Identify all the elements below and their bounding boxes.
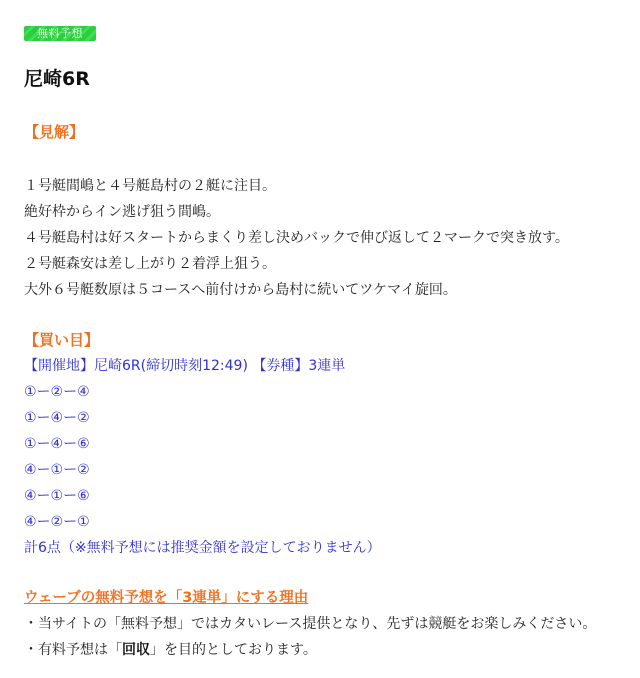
reason-line-2-strong: 回収 xyxy=(122,642,150,658)
combo-6: ④ー②ー① xyxy=(24,514,90,530)
reason-line-2-suffix: 」を目的としております。 xyxy=(150,642,317,658)
reason-heading: ウェーブの無料予想を「3連単」にする理由 xyxy=(24,590,309,606)
analysis-heading: 【見解】 xyxy=(24,123,85,141)
combo-3: ①ー④ー⑥ xyxy=(24,436,90,452)
combo-1: ①ー②ー④ xyxy=(24,384,90,400)
buy-info: 【開催地】尼崎6R(締切時刻12:49) 【券種】3連単 xyxy=(24,358,346,374)
free-prediction-badge: 無料予想 xyxy=(24,26,96,41)
buy-total: 計6点（※無料予想には推奨金額を設定しておりません） xyxy=(24,540,381,556)
page-title: 尼崎6R xyxy=(24,68,90,90)
buy-heading: 【買い目】 xyxy=(24,331,100,349)
reason-line-2 xyxy=(24,639,317,661)
combo-4: ④ー①ー② xyxy=(24,462,90,478)
analysis-line-5: 大外６号艇数原は５コースへ前付けから島村に続いてツケマイ旋回。 xyxy=(24,282,457,298)
analysis-line-2: 絶好枠からイン逃げ狙う間嶋。 xyxy=(24,204,220,220)
reason-line-1: ・当サイトの「無料予想」ではカタいレース提供となり、先ずは競艇をお楽しみください。 xyxy=(24,616,597,632)
combo-2: ①ー④ー② xyxy=(24,410,90,426)
analysis-line-1: １号艇間嶋と４号艇島村の２艇に注目。 xyxy=(24,178,276,194)
reason-line-2-prefix: ・有料予想は「 xyxy=(24,642,122,658)
analysis-line-3: ４号艇島村は好スタートからまくり差し決めバックで伸び返して２マークで突き放す。 xyxy=(24,230,569,246)
analysis-line-4: ２号艇森安は差し上がり２着浮上狙う。 xyxy=(24,256,276,272)
combo-5: ④ー①ー⑥ xyxy=(24,488,90,504)
